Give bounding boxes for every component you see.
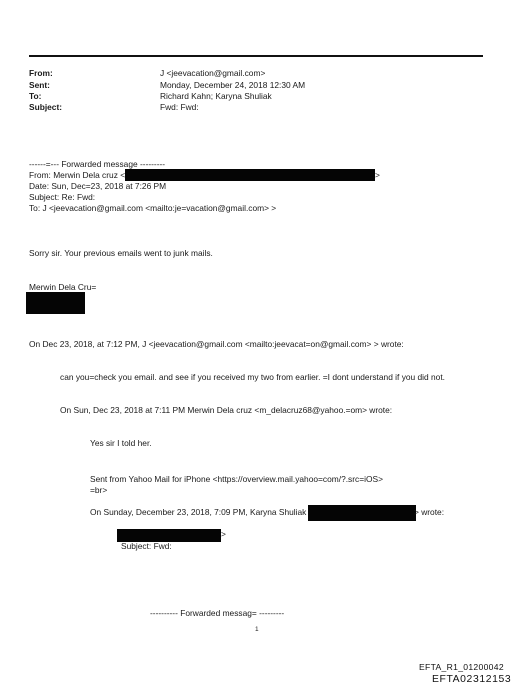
to-value: Richard Kahn; Karyna Shuliak <box>160 91 272 101</box>
redaction-bar <box>26 292 85 314</box>
from-value: J <jeevacation@gmail.com> <box>160 68 266 78</box>
forwarded-date: Date: Sun, Dec=23, 2018 at 7:26 PM <box>29 181 167 191</box>
subject-value: Fwd: Fwd: <box>160 102 199 112</box>
redacted-close: > <box>221 529 226 539</box>
from-label: From: <box>29 68 53 78</box>
subject-label: Subject: <box>29 102 63 112</box>
sent-from-line: Sent from Yahoo Mail for iPhone <https://overview.mail.yahoo=com/?.src=iOS> <box>90 474 383 484</box>
sent-value: Monday, December 24, 2018 12:30 AM <box>160 80 306 90</box>
subject-fwd: Subject: Fwd: <box>121 541 172 551</box>
bates-number-1: EFTA_R1_01200042 <box>419 662 504 672</box>
page-number: 1 <box>255 626 259 633</box>
bates-number-2: EFTA02312153 <box>432 674 512 685</box>
to-label: To: <box>29 91 42 101</box>
redaction-bar <box>125 169 375 181</box>
forwarded-from: From: Merwin Dela cruz < <box>29 170 126 180</box>
quote2-text: Yes sir I told her. <box>90 438 152 448</box>
quote1-header: On Dec 23, 2018, at 7:12 PM, J <jeevacation@gmail.com <mailto:jeevacat=on@gmail.com> > wrote: <box>29 339 404 349</box>
forwarded-from-close: > <box>375 170 380 180</box>
forwarded-to: To: J <jeevacation@gmail.com <mailto:je=vacation@gmail.com> > <box>29 203 277 213</box>
forwarded-subject: Subject: Re: Fwd: <box>29 192 96 202</box>
sent-label: Sent: <box>29 80 50 90</box>
sent-from-line-2: =br> <box>90 485 108 495</box>
message-text: Sorry sir. Your previous emails went to junk mails. <box>29 248 213 258</box>
quote3-wrote: > wrote: <box>414 507 445 517</box>
quote3-header: On Sunday, December 23, 2018, 7:09 PM, Karyna Shuliak <box>90 507 307 517</box>
redaction-bar <box>308 505 416 521</box>
forwarded-divider: ------=--- Forwarded message --------- <box>29 159 166 169</box>
quote1-text: can you=check you email. and see if you received my two from earlier. =I dont understand if you did not. <box>60 372 445 382</box>
forwarded-divider-2: ---------- Forwarded messag= --------- <box>150 608 285 618</box>
header-rule <box>29 55 483 57</box>
signature: Merwin Dela Cru= <box>29 282 97 292</box>
quote2-header: On Sun, Dec 23, 2018 at 7:11 PM Merwin Dela cruz <m_delacruz68@yahoo.=om> wrote: <box>60 405 393 415</box>
